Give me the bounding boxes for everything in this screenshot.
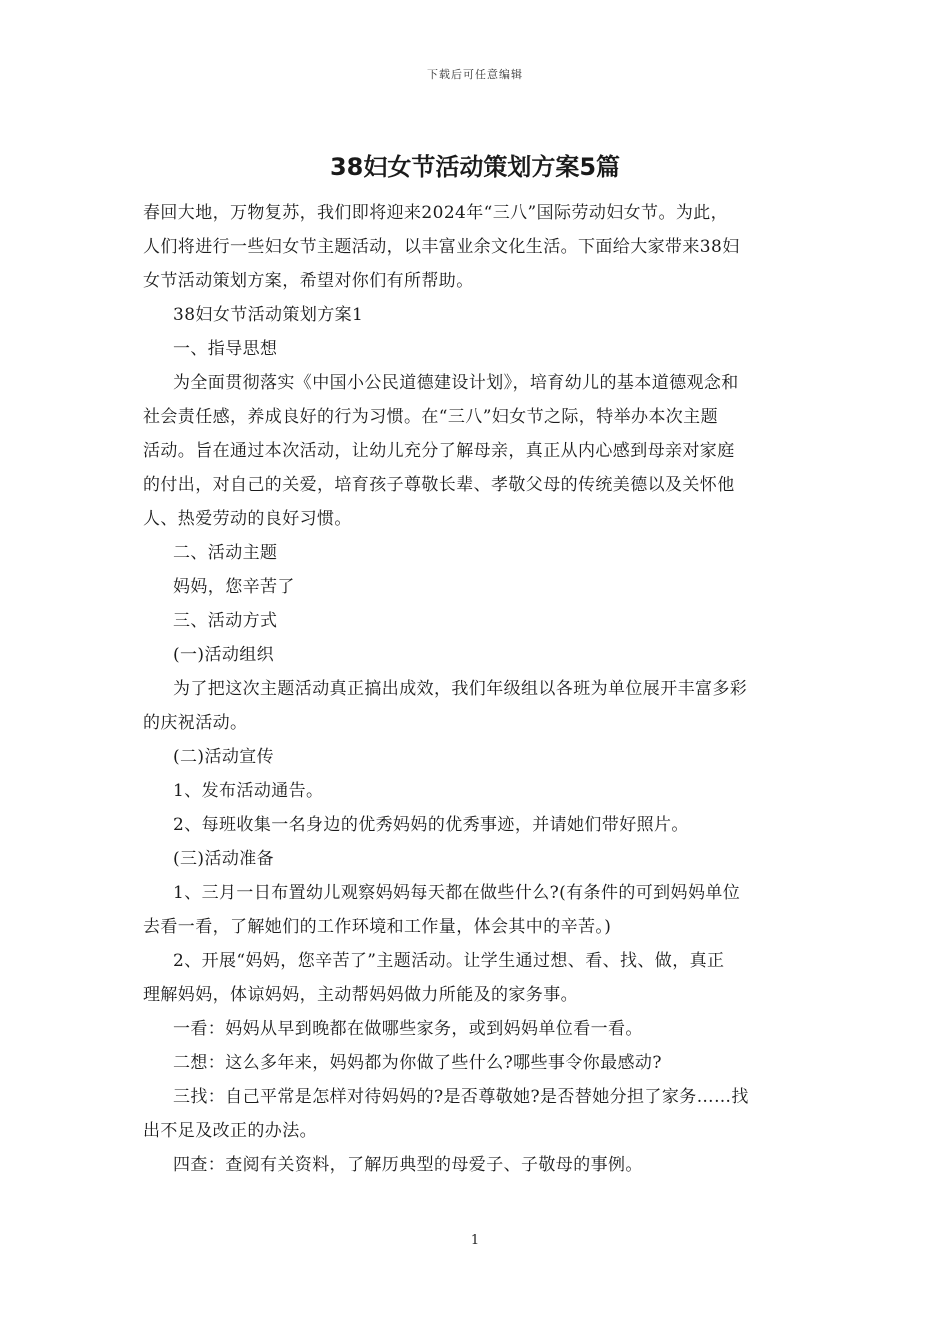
- section-heading: 38妇女节活动策划方案1: [173, 305, 364, 325]
- paragraph-line: 的庆祝活动。: [143, 713, 248, 733]
- section-heading: 三、活动方式: [173, 611, 278, 631]
- paragraph-line: 为全面贯彻落实《中国小公民道德建设计划》，培育幼儿的基本道德观念和: [173, 373, 739, 393]
- paragraph-line: 去看一看，了解她们的工作环境和工作量，体会其中的辛苦。): [143, 917, 612, 937]
- page-number: 1: [470, 1233, 480, 1248]
- paragraph-line: 人、热爱劳动的良好习惯。: [143, 509, 352, 529]
- list-item: 2、开展“妈妈，您辛苦了”主题活动。让学生通过想、看、找、做，真正: [173, 951, 725, 971]
- paragraph-line: 的付出，对自己的关爱，培育孩子尊敬长辈、孝敬父母的传统美德以及关怀他: [143, 475, 735, 495]
- paragraph-line: 女节活动策划方案，希望对你们有所帮助。: [143, 271, 474, 291]
- paragraph-line: 妈妈，您辛苦了: [173, 577, 295, 597]
- paragraph-line: 理解妈妈，体谅妈妈，主动帮妈妈做力所能及的家务事。: [143, 985, 578, 1005]
- list-item: 二想：这么多年来，妈妈都为你做了些什么?哪些事令你最感动?: [173, 1053, 662, 1073]
- section-heading: 二、活动主题: [173, 543, 278, 563]
- paragraph-line: 人们将进行一些妇女节主题活动，以丰富业余文化生活。下面给大家带来38妇: [143, 237, 740, 257]
- list-item: 1、发布活动通告。: [173, 781, 324, 801]
- document-title: 38妇女节活动策划方案5篇: [329, 153, 621, 181]
- list-item: 1、三月一日布置幼儿观察妈妈每天都在做些什么?(有条件的可到妈妈单位: [173, 883, 741, 903]
- paragraph-line: 活动。旨在通过本次活动，让幼儿充分了解母亲，真正从内心感到母亲对家庭: [143, 441, 735, 461]
- subsection-heading: (二)活动宣传: [173, 747, 275, 767]
- list-item: 一看：妈妈从早到晚都在做哪些家务，或到妈妈单位看一看。: [173, 1019, 643, 1039]
- subsection-heading: (三)活动准备: [173, 849, 275, 869]
- paragraph-line: 春回大地，万物复苏，我们即将迎来2024年“三八”国际劳动妇女节。为此，: [143, 203, 729, 223]
- list-item: 2、每班收集一名身边的优秀妈妈的优秀事迹，并请她们带好照片。: [173, 815, 689, 835]
- header-note: 下载后可任意编辑: [427, 68, 523, 81]
- subsection-heading: (一)活动组织: [173, 645, 275, 665]
- paragraph-line: 为了把这次主题活动真正搞出成效，我们年级组以各班为单位展开丰富多彩: [173, 679, 748, 699]
- paragraph-line: 出不足及改正的办法。: [143, 1121, 317, 1141]
- paragraph-line: 社会责任感，养成良好的行为习惯。在“三八”妇女节之际，特举办本次主题: [143, 407, 718, 427]
- list-item: 三找：自己平常是怎样对待妈妈的?是否尊敬她?是否替她分担了家务……找: [173, 1087, 749, 1107]
- section-heading: 一、指导思想: [173, 339, 278, 359]
- document-body: [143, 196, 811, 1182]
- list-item: 四查：查阅有关资料，了解历典型的母爱子、子敬母的事例。: [173, 1155, 643, 1175]
